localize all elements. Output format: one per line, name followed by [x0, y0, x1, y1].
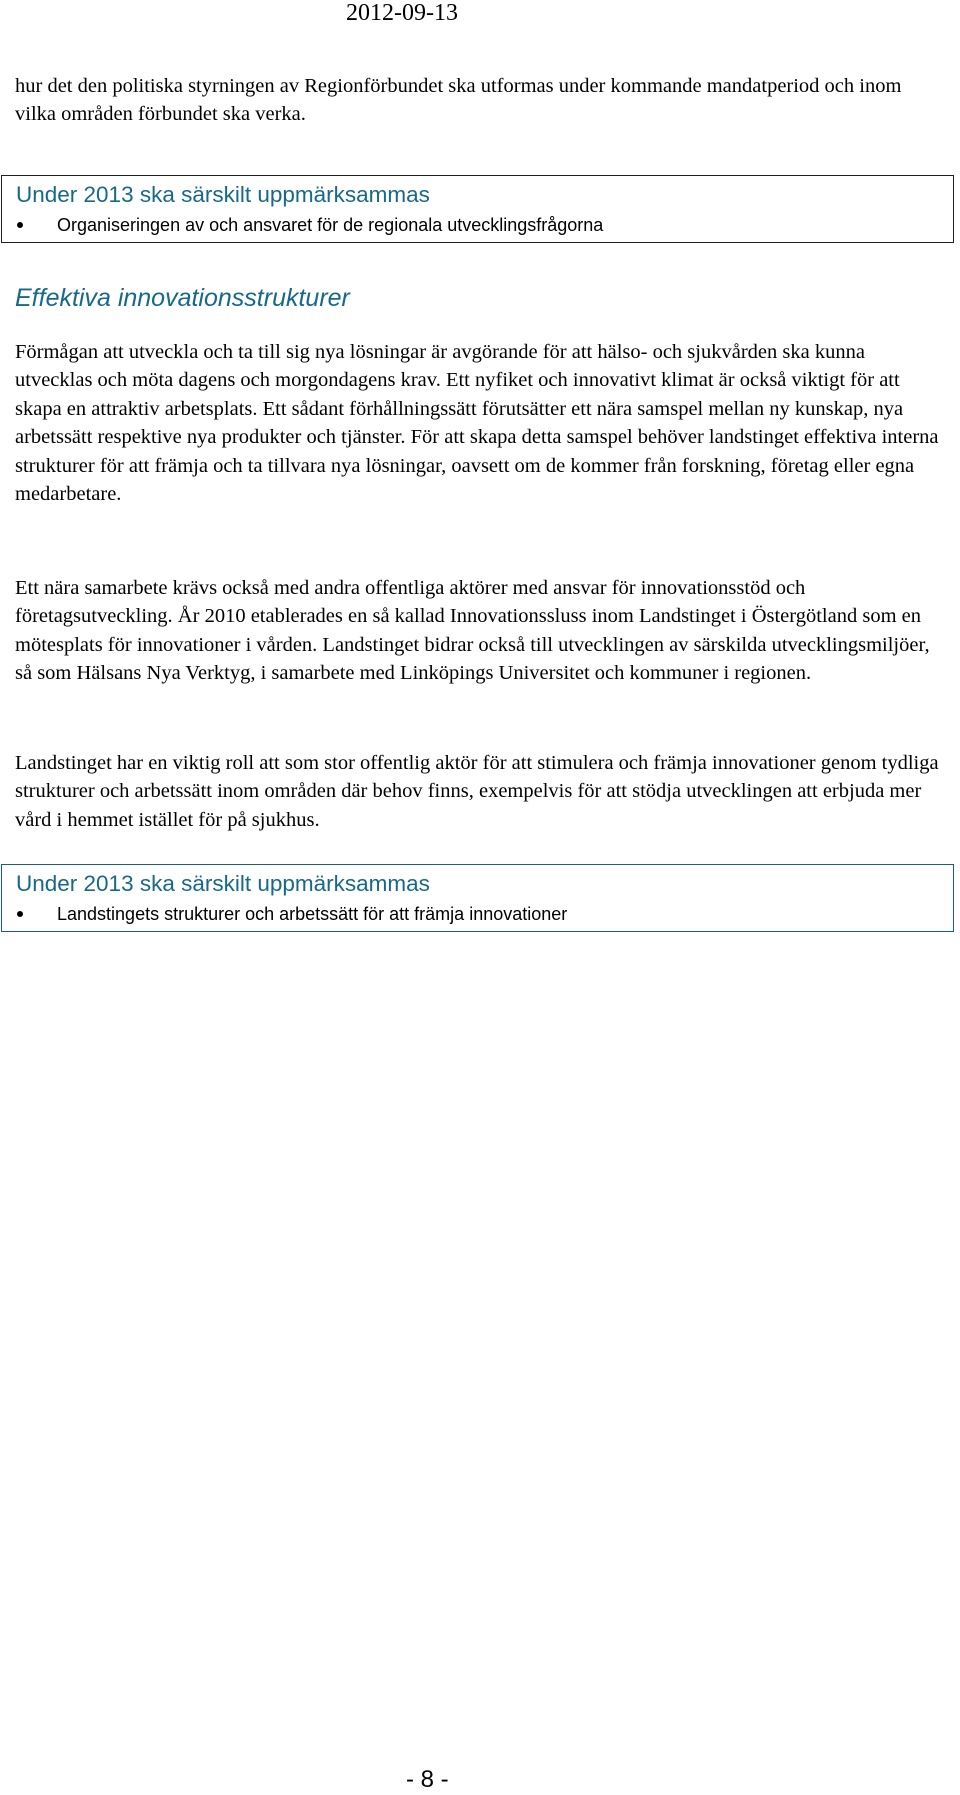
body-paragraph: Landstinget har en viktig roll att som stor offentlig aktör för att stimulera och främja innovationer genom tydliga strukturer och arbetssätt inom områden där behov finns, exempelvis för att stödja utvecklingen att erbjuda mer vård i hemmet istället för på sjukhus. [15, 752, 939, 831]
focus-box-2013-regional [1, 175, 954, 243]
focus-item-text: Organiseringen av och ansvaret för de regionala utvecklingsfrågorna [57, 215, 604, 235]
focus-box-heading: Under 2013 ska särskilt uppmärksammas [16, 182, 430, 207]
page-number: - 8 - [406, 1766, 449, 1793]
intro-paragraph: hur det den politiska styrningen av Regionförbundet ska utformas under kommande mandatperiod och inom vilka områden förbundet ska verka. [15, 75, 902, 126]
focus-item-text: Landstingets strukturer och arbetssätt för att främja innovationer [57, 904, 568, 924]
focus-box-heading: Under 2013 ska särskilt uppmärksammas [16, 871, 430, 896]
bullet-icon [17, 911, 23, 917]
focus-list-item [16, 902, 953, 926]
section-heading: Effektiva innovationsstrukturer [15, 284, 350, 312]
body-paragraph: Ett nära samarbete krävs också med andra offentliga aktörer med ansvar för innovationsstöd och företagsutveckling. År 2010 etablerades en så kallad Innovationssluss inom Landstinget i Östergötland som en mötesplats för innovationer i vården. Landstinget bidrar också till utvecklingen av särskilda utvecklingsmiljöer, så som Hälsans Nya Verktyg, i samarbete med Linköpings Universitet och kommuner i regionen. [15, 577, 930, 685]
focus-list [16, 902, 953, 926]
body-paragraph: Förmågan att utveckla och ta till sig nya lösningar är avgörande för att hälso- och sjukvården ska kunna utvecklas och möta dagens och morgondagens krav. Ett nyfiket och innovativt klimat är också viktigt för att skapa en attraktiv arbetsplats. Ett sådant förhållningssätt förutsätter ett nära samspel mellan ny kunskap, nya arbetssätt respektive nya produkter och tjänster. För att skapa detta samspel behöver landstinget effektiva interna strukturer för att främja och ta tillvara nya lösningar, oavsett om de kommer från forskning, företag eller egna medarbetare. [15, 341, 939, 506]
focus-list-item [16, 213, 953, 237]
page-date: 2012-09-13 [346, 0, 458, 26]
bullet-icon [17, 222, 23, 228]
focus-list [16, 213, 953, 237]
focus-box-2013-innovation [1, 864, 954, 932]
